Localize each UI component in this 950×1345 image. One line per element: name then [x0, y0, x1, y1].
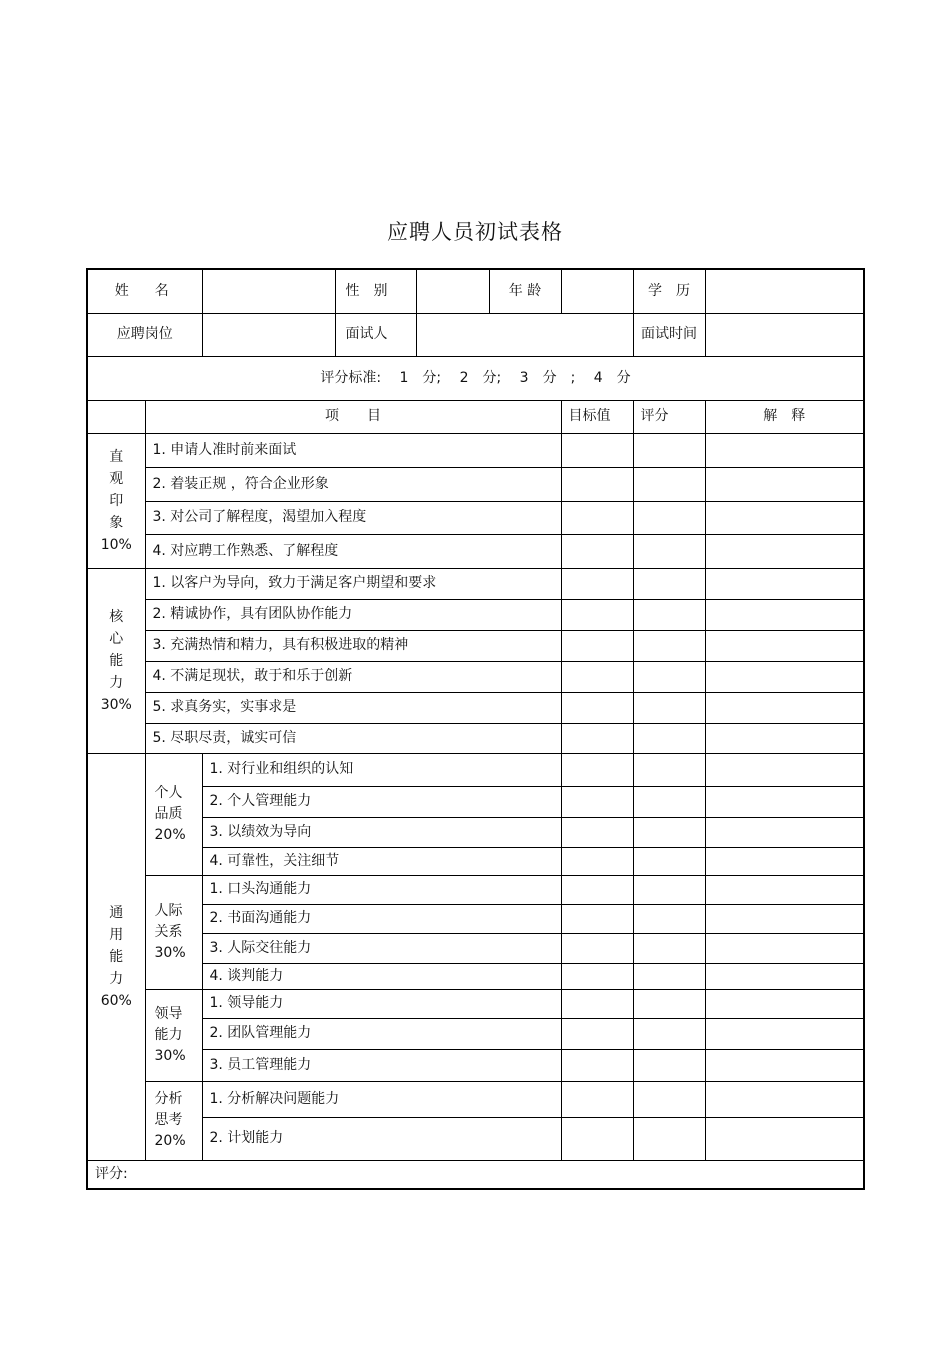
score-cell[interactable] — [633, 989, 705, 1018]
explain-cell[interactable] — [705, 989, 864, 1018]
table-row — [87, 753, 864, 786]
explain-cell[interactable] — [705, 501, 864, 534]
table-row — [87, 467, 864, 501]
position-label: 应聘岗位 — [87, 313, 202, 356]
target-cell[interactable] — [561, 692, 633, 723]
explain-cell[interactable] — [705, 568, 864, 599]
target-cell[interactable] — [561, 501, 633, 534]
explain-cell[interactable] — [705, 534, 864, 568]
item-text: 2. 精诚协作，具有团队协作能力 — [145, 599, 561, 630]
interviewer-label: 面试人 — [335, 313, 416, 356]
explain-cell[interactable] — [705, 817, 864, 847]
explain-cell[interactable] — [705, 723, 864, 753]
name-field[interactable] — [202, 269, 335, 313]
subsection-label-analysis: 分析 思考 20% — [145, 1081, 202, 1160]
table-row — [87, 847, 864, 875]
scoring-level: 1 分; — [399, 369, 442, 386]
target-cell[interactable] — [561, 786, 633, 817]
table-row — [87, 786, 864, 817]
target-cell[interactable] — [561, 630, 633, 661]
score-cell[interactable] — [633, 1081, 705, 1117]
item-text: 2. 着装正规 ，符合企业形象 — [145, 467, 561, 501]
score-cell[interactable] — [633, 786, 705, 817]
item-text: 2. 团队管理能力 — [202, 1018, 561, 1049]
scoring-level: 2 分; — [459, 369, 502, 386]
score-cell[interactable] — [633, 630, 705, 661]
scoring-standard-label: 评分标准: — [320, 369, 382, 386]
item-text: 1. 申请人准时前来面试 — [145, 433, 561, 467]
table-row — [87, 1018, 864, 1049]
target-cell[interactable] — [561, 568, 633, 599]
explain-cell[interactable] — [705, 1081, 864, 1117]
explain-header: 解 释 — [705, 400, 864, 433]
age-field[interactable] — [561, 269, 633, 313]
item-text: 3. 充满热情和精力，具有积极进取的精神 — [145, 630, 561, 661]
header-row-2 — [87, 313, 864, 356]
table-row — [87, 692, 864, 723]
score-cell[interactable] — [633, 1018, 705, 1049]
table-row — [87, 875, 864, 904]
score-cell[interactable] — [633, 1049, 705, 1081]
table-row — [87, 933, 864, 963]
target-cell[interactable] — [561, 1018, 633, 1049]
explain-cell[interactable] — [705, 753, 864, 786]
subsection-label-interpersonal: 人际 关系 30% — [145, 875, 202, 989]
explain-cell[interactable] — [705, 875, 864, 904]
explain-cell[interactable] — [705, 599, 864, 630]
score-cell[interactable] — [633, 1117, 705, 1160]
section-label-general: 通 用 能 力 60% — [87, 753, 145, 1160]
explain-cell[interactable] — [705, 963, 864, 989]
item-text: 1. 口头沟通能力 — [202, 875, 561, 904]
table-row — [87, 1117, 864, 1160]
score-cell[interactable] — [633, 599, 705, 630]
interviewer-field[interactable] — [416, 313, 633, 356]
score-cell[interactable] — [633, 501, 705, 534]
time-label: 面试时间 — [633, 313, 705, 356]
table-row — [87, 433, 864, 467]
item-text: 4. 谈判能力 — [202, 963, 561, 989]
name-label: 姓 名 — [87, 269, 202, 313]
subsection-label-personal: 个人 品质 20% — [145, 753, 202, 875]
score-cell[interactable] — [633, 963, 705, 989]
target-cell[interactable] — [561, 661, 633, 692]
table-row — [87, 568, 864, 599]
time-field[interactable] — [705, 313, 864, 356]
table-row — [87, 904, 864, 933]
score-cell[interactable] — [633, 723, 705, 753]
target-cell[interactable] — [561, 1117, 633, 1160]
table-row — [87, 817, 864, 847]
table-row — [87, 630, 864, 661]
category-header — [87, 400, 145, 433]
item-text: 1. 以客户为导向，致力于满足客户期望和要求 — [145, 568, 561, 599]
item-text: 2. 书面沟通能力 — [202, 904, 561, 933]
table-row — [87, 1049, 864, 1081]
table-row — [87, 989, 864, 1018]
explain-cell[interactable] — [705, 1049, 864, 1081]
target-cell[interactable] — [561, 989, 633, 1018]
scoring-standard — [87, 356, 864, 400]
target-cell[interactable] — [561, 1081, 633, 1117]
footer-row — [87, 1160, 864, 1189]
score-cell[interactable] — [633, 847, 705, 875]
target-cell[interactable] — [561, 933, 633, 963]
target-cell[interactable] — [561, 599, 633, 630]
item-text: 1. 对行业和组织的认知 — [202, 753, 561, 786]
item-header: 项 目 — [145, 400, 561, 433]
score-cell[interactable] — [633, 933, 705, 963]
table-row — [87, 963, 864, 989]
explain-cell[interactable] — [705, 661, 864, 692]
score-cell[interactable] — [633, 875, 705, 904]
explain-cell[interactable] — [705, 1018, 864, 1049]
score-cell[interactable] — [633, 753, 705, 786]
target-header: 目标值 — [561, 400, 633, 433]
gender-field[interactable] — [416, 269, 489, 313]
item-text: 5. 尽职尽责，诚实可信 — [145, 723, 561, 753]
section-label-impression: 直 观 印 象 10% — [87, 433, 145, 568]
scoring-standard-row — [87, 356, 864, 400]
target-cell[interactable] — [561, 963, 633, 989]
score-cell[interactable] — [633, 467, 705, 501]
item-text: 4. 可靠性，关注细节 — [202, 847, 561, 875]
table-row — [87, 723, 864, 753]
explain-cell[interactable] — [705, 933, 864, 963]
explain-cell[interactable] — [705, 786, 864, 817]
education-field[interactable] — [705, 269, 864, 313]
item-text: 3. 人际交往能力 — [202, 933, 561, 963]
table-row — [87, 501, 864, 534]
explain-cell[interactable] — [705, 1117, 864, 1160]
scoring-level: 4 分 — [593, 369, 631, 386]
item-text: 4. 不满足现状，敢于和乐于创新 — [145, 661, 561, 692]
target-cell[interactable] — [561, 1049, 633, 1081]
education-label: 学 历 — [633, 269, 705, 313]
target-cell[interactable] — [561, 817, 633, 847]
target-cell[interactable] — [561, 847, 633, 875]
position-field[interactable] — [202, 313, 335, 356]
header-row-1 — [87, 269, 864, 313]
table-row — [87, 599, 864, 630]
target-cell[interactable] — [561, 723, 633, 753]
item-text: 3. 以绩效为导向 — [202, 817, 561, 847]
explain-cell[interactable] — [705, 630, 864, 661]
score-cell[interactable] — [633, 433, 705, 467]
target-cell[interactable] — [561, 433, 633, 467]
age-label: 年 龄 — [489, 269, 561, 313]
score-cell[interactable] — [633, 661, 705, 692]
target-cell[interactable] — [561, 467, 633, 501]
interview-form-table — [86, 268, 865, 1190]
subsection-label-leadership: 领导 能力 30% — [145, 989, 202, 1081]
explain-cell[interactable] — [705, 692, 864, 723]
table-row — [87, 661, 864, 692]
item-text: 2. 计划能力 — [202, 1117, 561, 1160]
explain-cell[interactable] — [705, 904, 864, 933]
item-text: 5. 求真务实，实事求是 — [145, 692, 561, 723]
target-cell[interactable] — [561, 534, 633, 568]
section-label-core: 核 心 能 力 30% — [87, 568, 145, 753]
scoring-level: 3 分 ; — [519, 369, 576, 386]
score-cell[interactable] — [633, 692, 705, 723]
item-text: 1. 领导能力 — [202, 989, 561, 1018]
total-score-field[interactable]: 评分: — [87, 1160, 864, 1189]
explain-cell[interactable] — [705, 433, 864, 467]
gender-label: 性 别 — [335, 269, 416, 313]
target-cell[interactable] — [561, 753, 633, 786]
target-cell[interactable] — [561, 875, 633, 904]
table-row — [87, 534, 864, 568]
item-text: 3. 对公司了解程度，渴望加入程度 — [145, 501, 561, 534]
score-cell[interactable] — [633, 904, 705, 933]
page-title: 应聘人员初试表格 — [387, 220, 563, 244]
item-text: 1. 分析解决问题能力 — [202, 1081, 561, 1117]
score-cell[interactable] — [633, 568, 705, 599]
explain-cell[interactable] — [705, 467, 864, 501]
item-text: 4. 对应聘工作熟悉、了解程度 — [145, 534, 561, 568]
column-header-row — [87, 400, 864, 433]
score-header: 评分 — [633, 400, 705, 433]
item-text: 2. 个人管理能力 — [202, 786, 561, 817]
score-cell[interactable] — [633, 817, 705, 847]
explain-cell[interactable] — [705, 847, 864, 875]
table-row — [87, 1081, 864, 1117]
item-text: 3. 员工管理能力 — [202, 1049, 561, 1081]
target-cell[interactable] — [561, 904, 633, 933]
score-cell[interactable] — [633, 534, 705, 568]
